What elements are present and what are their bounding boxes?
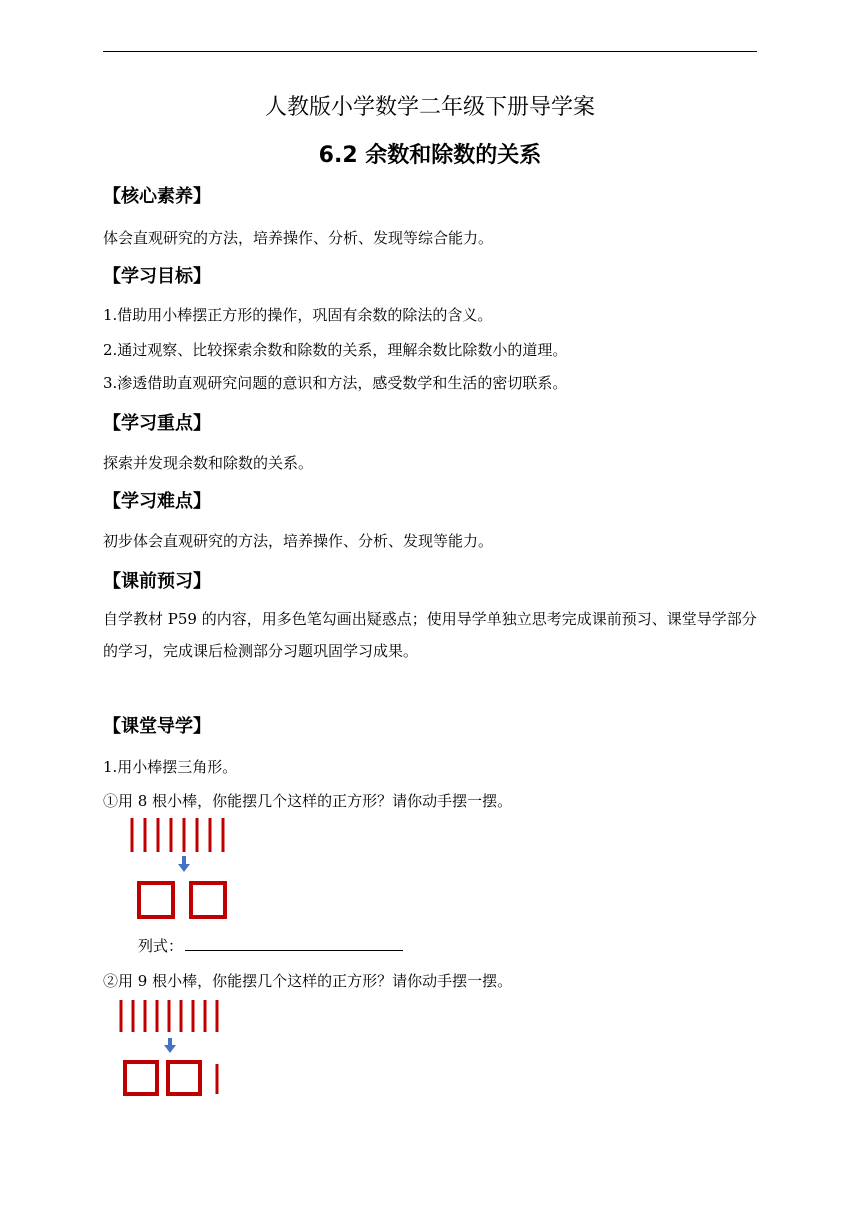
heading-core: 【核心素养】	[103, 186, 211, 207]
focus-text: 探索并发现余数和除数的关系。	[103, 454, 314, 472]
heading-difficulty: 【学习难点】	[103, 491, 211, 512]
heading-preview: 【课前预习】	[103, 571, 211, 592]
document-title: 人教版小学数学二年级下册导学案	[264, 95, 595, 120]
preview-text: 自学教材 P59 的内容，用多色笔勾画出疑惑点；使用导学单独立思考完成课前预习、课堂导学部分的学习，完成课后检测部分习题巩固学习成果。	[103, 610, 757, 660]
classroom-item-1: 1.用小棒摆三角形。	[103, 758, 238, 776]
question-2: ②用 9 根小棒，你能摆几个这样的正方形？请你动手摆一摆。	[103, 972, 513, 990]
square	[168, 1062, 200, 1094]
heading-focus: 【学习重点】	[103, 413, 211, 434]
heading-goals: 【学习目标】	[103, 266, 211, 287]
square	[139, 883, 173, 917]
heading-classroom: 【课堂导学】	[103, 716, 211, 737]
figure2-squares	[125, 1062, 200, 1094]
goal-item-1: 1.借助用小棒摆正方形的操作，巩固有余数的除法的含义。	[103, 306, 493, 324]
figure1-arrow-icon	[178, 856, 190, 872]
square	[125, 1062, 157, 1094]
figure2-arrow-icon	[164, 1038, 176, 1053]
goal-item-3: 3.渗透借助直观研究问题的意识和方法，感受数学和生活的密切联系。	[103, 374, 568, 392]
question-1: ①用 8 根小棒，你能摆几个这样的正方形？请你动手摆一摆。	[103, 792, 513, 810]
lesson-title: 6.2 余数和除数的关系	[318, 143, 542, 168]
core-text: 体会直观研究的方法，培养操作、分析、发现等综合能力。	[103, 229, 494, 247]
figure1-sticks	[132, 818, 223, 852]
formula-label: 列式：	[138, 937, 184, 955]
figure1-squares	[139, 883, 225, 917]
difficulty-text: 初步体会直观研究的方法，培养操作、分析、发现等能力。	[103, 532, 494, 550]
figure2-sticks	[121, 1000, 217, 1032]
goal-item-2: 2.通过观察、比较探索余数和除数的关系，理解余数比除数小的道理。	[103, 341, 568, 359]
square	[191, 883, 225, 917]
